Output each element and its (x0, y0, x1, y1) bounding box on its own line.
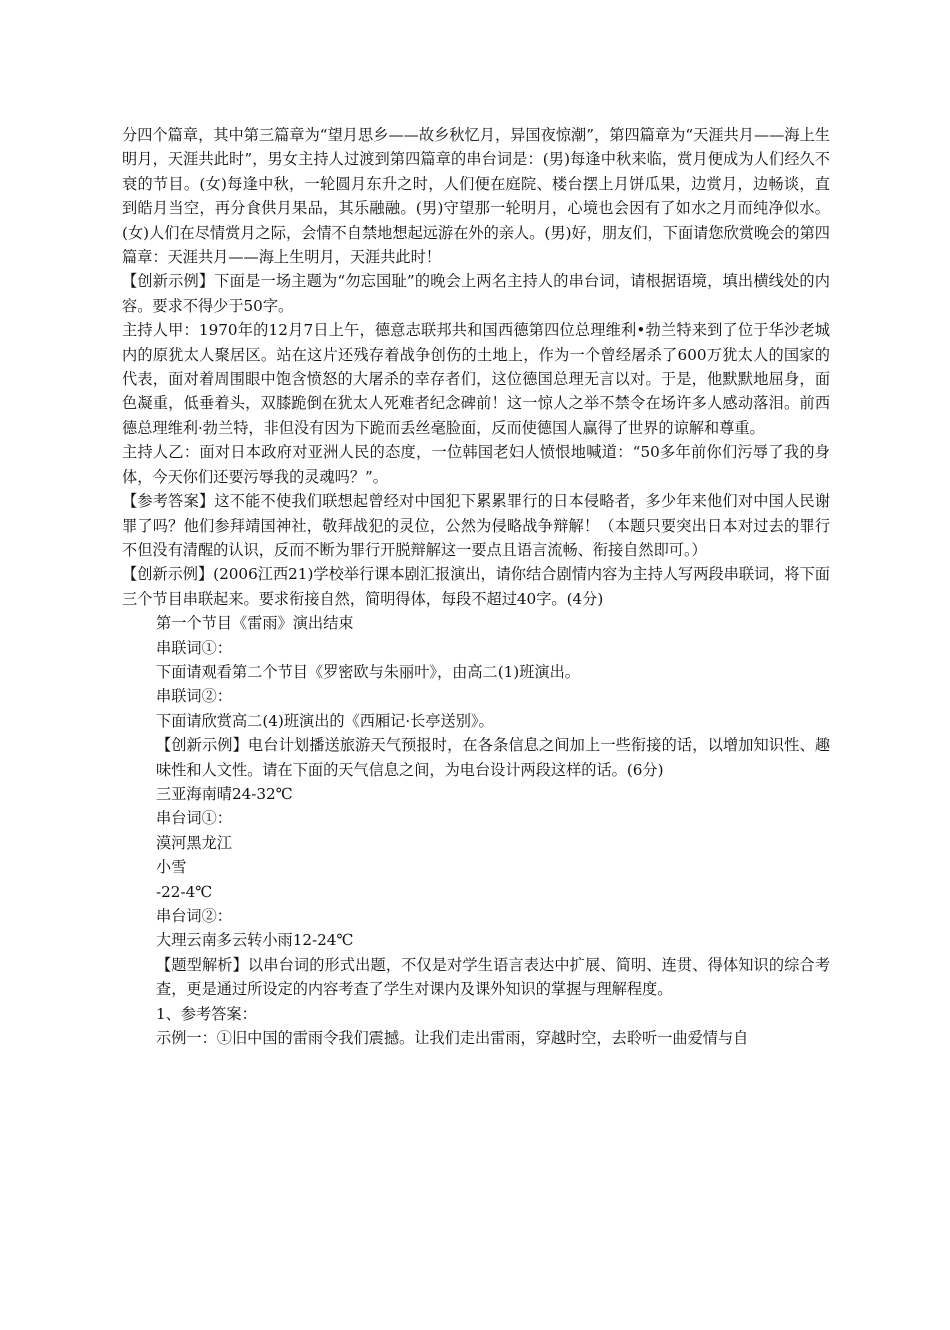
line-answer-example-1: 示例一：①旧中国的雷雨令我们震撼。让我们走出雷雨，穿越时空，去聆听一曲爱情与自 (156, 1029, 749, 1048)
line-bridge-1: 串台词①： (156, 809, 232, 828)
line-weather-sanya: 三亚海南晴24-32℃ (156, 784, 293, 803)
line-weather-mohe: 漠河黑龙江 (156, 833, 232, 852)
line-linking-2: 串联词②： (156, 687, 232, 706)
paragraph-analysis: 【题型解析】以串台词的形式出题，不仅是对学生语言表达中扩展、简明、连贯、得体知识的综合考查，更是通过所设定的内容考查了学生对课内及课外知识的掌握与理解程度。 (156, 955, 830, 999)
line-program-2: 下面请观看第二个节目《罗密欧与朱丽叶》，由高二(1)班演出。 (156, 662, 580, 681)
paragraph-festival-script: 分四个篇章，其中第三篇章为“望月思乡——故乡秋忆月，异国夜惊潮”，第四篇章为“天涯共月——海上生明月，天涯共此时”，男女主持人过渡到第四篇章的串台词是：(男)每逢中秋来临，赏月便成为人们经久不衰的节目。(女)每逢中秋，一轮圆月东升之时，人们便在庭院、楼台摆上月饼瓜果，边赏月，边畅谈，直到皓月当空，再分食供月果品，其乐融融。(男)守望那一轮明月，心境也会因有了如水之月而纯净似水。(女)人们在尽情赏月之际，会情不自禁地想起远游在外的亲人。(男)好，朋友们，下面请您欣赏晚会的第四篇章：天涯共月——海上生明月，天涯共此时！ (122, 126, 830, 267)
paragraph-host-a: 主持人甲：1970年的12月7日上午，德意志联邦共和国西德第四位总理维利•勃兰特来到了位于华沙老城内的原犹太人聚居区。站在这片还残存着战争创伤的土地上，作为一个曾经屠杀了600万犹太人的国家的代表，面对着周围眼中饱含愤怒的大屠杀的幸存者们，这位德国总理无言以对。于是，他默默地屈身，面色凝重，低垂着头，双膝跪倒在犹太人死难者纪念碑前！这一惊人之举不禁令在场许多人感动落泪。前西德总理维利·勃兰特，非但没有因为下跪而丢丝毫脸面，反而使德国人赢得了世界的谅解和尊重。 (122, 321, 830, 437)
line-program-3: 下面请欣赏高二(4)班演出的《西厢记·长亭送别》。 (156, 711, 494, 730)
line-weather-mohe-temp: -22-4℃ (156, 882, 213, 901)
line-weather-mohe-condition: 小雪 (156, 858, 187, 877)
paragraph-reference-answer: 【参考答案】这不能不使我们联想起曾经对中国犯下累累罪行的日本侵略者，多少年来他们对中国人民谢罪了吗？他们参拜靖国神社，敬拜战犯的灵位，公然为侵略战争辩解！（本题只要突出日本对过去的罪行不但没有清醒的认识，反而不断为罪行开脱辩解这一要点且语言流畅、衔接自然即可。） (122, 492, 830, 559)
line-answer-heading: 1、参考答案： (156, 1004, 257, 1023)
paragraph-example-intro-3: 【创新示例】电台计划播送旅游天气预报时，在各条信息之间加上一些衔接的话，以增加知识性、趣味性和人文性。请在下面的天气信息之间，为电台设计两段这样的话。(6分) (156, 736, 830, 779)
line-program-1: 第一个节目《雷雨》演出结束 (156, 614, 354, 633)
paragraph-example-intro-2: 【创新示例】(2006江西21)学校举行课本剧汇报演出，请你结合剧情内容为主持人写两段串联词，将下面三个节目串联起来。要求衔接自然，简明得体，每段不超过40字。(4分) (122, 565, 830, 608)
line-bridge-2: 串台词②： (156, 907, 232, 925)
document-page (122, 123, 830, 1050)
paragraph-example-intro-1: 【创新示例】下面是一场主题为“勿忘国耻”的晚会上两名主持人的串台词，请根据语境，填出横线处的内容。要求不得少于50字。 (122, 272, 830, 315)
line-linking-1: 串联词①： (156, 638, 232, 657)
line-weather-dali: 大理云南多云转小雨12-24℃ (156, 931, 354, 950)
paragraph-host-b: 主持人乙：面对日本政府对亚洲人民的态度，一位韩国老妇人愤恨地喊道：“50多年前你们污辱了我的身体，今天你们还要污辱我的灵魂吗？”。 (122, 443, 830, 486)
